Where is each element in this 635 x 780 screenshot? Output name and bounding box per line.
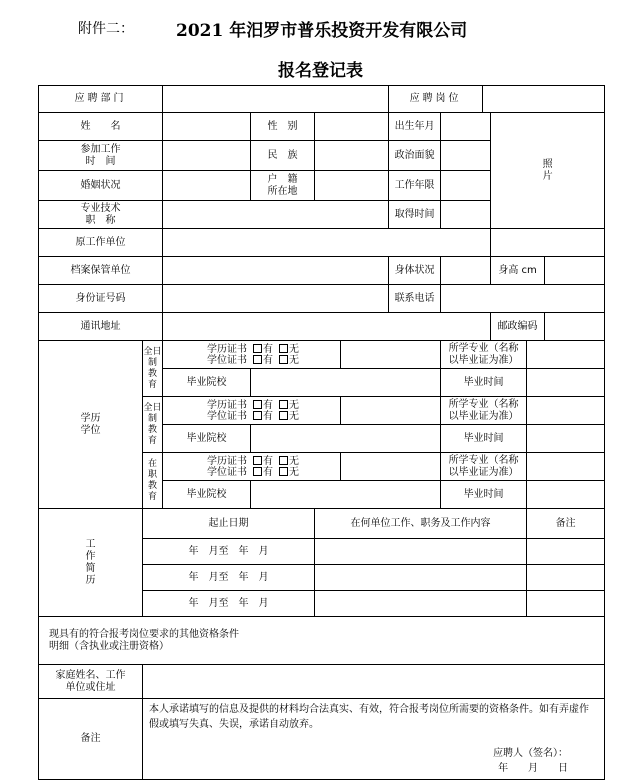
- dept-label: 应聘部门: [39, 86, 163, 113]
- note-header: 备注: [527, 509, 605, 539]
- no-label: 无: [289, 354, 299, 366]
- yes-label: 有: [263, 399, 273, 411]
- political-label: 政治面貌: [389, 141, 441, 171]
- school-label: 毕业院校: [163, 425, 251, 453]
- page-title: 2021 年汨罗市普乐投资开发有限公司: [176, 21, 468, 41]
- address-label: 通讯地址: [39, 313, 163, 341]
- edu-type: 全日 制 教 育: [143, 397, 163, 453]
- archive-unit-field[interactable]: [163, 257, 389, 285]
- job-title-label: 专业技术 职 称: [39, 201, 163, 229]
- period-header: 起止日期: [143, 509, 315, 539]
- position-label: 应聘岗位: [389, 86, 483, 113]
- marital-label: 婚姻状况: [39, 171, 163, 201]
- school-field[interactable]: [251, 369, 441, 397]
- postcode-field[interactable]: [545, 313, 605, 341]
- checkbox[interactable]: [253, 355, 262, 364]
- content-header: 在何单位工作、职务及工作内容: [315, 509, 527, 539]
- position-field[interactable]: [483, 86, 605, 113]
- gender-label: 性 别: [251, 113, 315, 141]
- declaration-text: 本人承诺填写的信息及提供的材料均合法真实、有效，符合报考岗位所需要的资格条件。如有弄虚作假或填写失真、失误，承诺自动放弃。: [149, 704, 589, 730]
- note-cell[interactable]: [527, 591, 605, 617]
- major-label: 所学专业（名称 以毕业证为准）: [441, 453, 527, 481]
- no-label: 无: [289, 399, 299, 411]
- grad-time-field[interactable]: [527, 369, 605, 397]
- phone-label: 联系电话: [389, 285, 441, 313]
- orig-unit-label: 原工作单位: [39, 229, 163, 257]
- period-cell[interactable]: 年 月至 年 月: [143, 539, 315, 565]
- school-label: 毕业院校: [163, 481, 251, 509]
- major-field[interactable]: [527, 397, 605, 425]
- major-label: 所学专业（名称 以毕业证为准）: [441, 341, 527, 369]
- yes-label: 有: [263, 410, 273, 422]
- edu-type: 全日 制 教 育: [143, 341, 163, 397]
- health-label: 身体状况: [389, 257, 441, 285]
- period-cell[interactable]: 年 月至 年 月: [143, 565, 315, 591]
- grad-time-label: 毕业时间: [441, 481, 527, 509]
- postcode-label: 邮政编码: [491, 313, 545, 341]
- ethnic-field[interactable]: [315, 141, 389, 171]
- yes-label: 有: [263, 343, 273, 355]
- birth-label: 出生年月: [389, 113, 441, 141]
- no-label: 无: [289, 455, 299, 467]
- degree-cert-label: 学位证书: [207, 466, 247, 478]
- edu-spacer: [341, 453, 441, 481]
- major-label: 所学专业（名称 以毕业证为准）: [441, 397, 527, 425]
- education-label: 学历 学位: [39, 341, 143, 509]
- degree-cert-label: 学位证书: [207, 354, 247, 366]
- school-field[interactable]: [251, 425, 441, 453]
- gender-field[interactable]: [315, 113, 389, 141]
- edu-spacer: [341, 341, 441, 369]
- work-start-label: 参加工作 时 间: [39, 141, 163, 171]
- registration-form: [38, 85, 605, 780]
- name-field[interactable]: [163, 113, 251, 141]
- period-cell[interactable]: 年 月至 年 月: [143, 591, 315, 617]
- no-label: 无: [289, 410, 299, 422]
- phone-field[interactable]: [441, 285, 605, 313]
- checkbox[interactable]: [279, 344, 288, 353]
- id-label: 身份证号码: [39, 285, 163, 313]
- work-start-field[interactable]: [163, 141, 251, 171]
- work-years-field[interactable]: [441, 171, 491, 201]
- edu-cert-label: 学历证书: [207, 399, 247, 411]
- archive-unit-label: 档案保管单位: [39, 257, 163, 285]
- work-years-label: 工作年限: [389, 171, 441, 201]
- edu-cert-label: 学历证书: [207, 455, 247, 467]
- checkbox[interactable]: [279, 456, 288, 465]
- family-label: 家庭姓名、工作 单位或住址: [39, 665, 143, 699]
- form-subtitle: 报名登记表: [278, 61, 363, 81]
- political-field[interactable]: [441, 141, 491, 171]
- height-field[interactable]: [545, 257, 605, 285]
- major-field[interactable]: [527, 341, 605, 369]
- remarks-label: 备注: [39, 699, 143, 780]
- work-history-label: 工 作 简 历: [39, 509, 143, 617]
- no-label: 无: [289, 343, 299, 355]
- yes-label: 有: [263, 354, 273, 366]
- hukou-label: 户 籍 所在地: [251, 171, 315, 201]
- checkbox[interactable]: [253, 400, 262, 409]
- name-label: 姓 名: [39, 113, 163, 141]
- checkbox[interactable]: [253, 467, 262, 476]
- attachment-label: 附件二：: [78, 21, 134, 37]
- edu-cert-checks[interactable]: [163, 453, 341, 481]
- checkbox[interactable]: [279, 411, 288, 420]
- major-field[interactable]: [527, 453, 605, 481]
- edu-cert-label: 学历证书: [207, 343, 247, 355]
- signature-label: 应聘人（签名）：: [493, 748, 569, 759]
- obtain-time-field[interactable]: [441, 201, 491, 229]
- note-cell[interactable]: [527, 539, 605, 565]
- qualification-row[interactable]: 现具有的符合报考岗位要求的其他资格条件 明细（含执业或注册资格）: [39, 617, 605, 665]
- note-cell[interactable]: [527, 565, 605, 591]
- declaration-cell: [143, 699, 605, 780]
- edu-spacer: [341, 397, 441, 425]
- birth-field[interactable]: [441, 113, 491, 141]
- orig-unit-field[interactable]: [163, 229, 491, 257]
- edu-type: 在 职 教 育: [143, 453, 163, 509]
- height-label: 身高 cm: [491, 257, 545, 285]
- address-field[interactable]: [163, 313, 491, 341]
- checkbox[interactable]: [279, 467, 288, 476]
- marital-field[interactable]: [163, 171, 251, 201]
- ethnic-label: 民 族: [251, 141, 315, 171]
- edu-cert-checks[interactable]: [163, 397, 341, 425]
- edu-cert-checks[interactable]: [163, 341, 341, 369]
- school-field[interactable]: [251, 481, 441, 509]
- job-title-field[interactable]: [163, 201, 389, 229]
- content-cell[interactable]: [315, 565, 527, 591]
- id-field[interactable]: [163, 285, 389, 313]
- hukou-field[interactable]: [315, 171, 389, 201]
- content-cell[interactable]: [315, 591, 527, 617]
- checkbox[interactable]: [253, 411, 262, 420]
- yes-label: 有: [263, 455, 273, 467]
- checkbox[interactable]: [279, 355, 288, 364]
- no-label: 无: [289, 466, 299, 478]
- checkbox[interactable]: [253, 344, 262, 353]
- health-field[interactable]: [441, 257, 491, 285]
- photo-extension: [491, 229, 605, 257]
- school-label: 毕业院校: [163, 369, 251, 397]
- photo-box[interactable]: 照 片: [491, 113, 605, 229]
- checkbox[interactable]: [279, 400, 288, 409]
- grad-time-label: 毕业时间: [441, 425, 527, 453]
- grad-time-label: 毕业时间: [441, 369, 527, 397]
- grad-time-field[interactable]: [527, 425, 605, 453]
- dept-field[interactable]: [163, 86, 389, 113]
- yes-label: 有: [263, 466, 273, 478]
- signature-date: 年 月 日: [498, 763, 569, 774]
- obtain-time-label: 取得时间: [389, 201, 441, 229]
- degree-cert-label: 学位证书: [207, 410, 247, 422]
- family-field[interactable]: [143, 665, 605, 699]
- grad-time-field[interactable]: [527, 481, 605, 509]
- content-cell[interactable]: [315, 539, 527, 565]
- checkbox[interactable]: [253, 456, 262, 465]
